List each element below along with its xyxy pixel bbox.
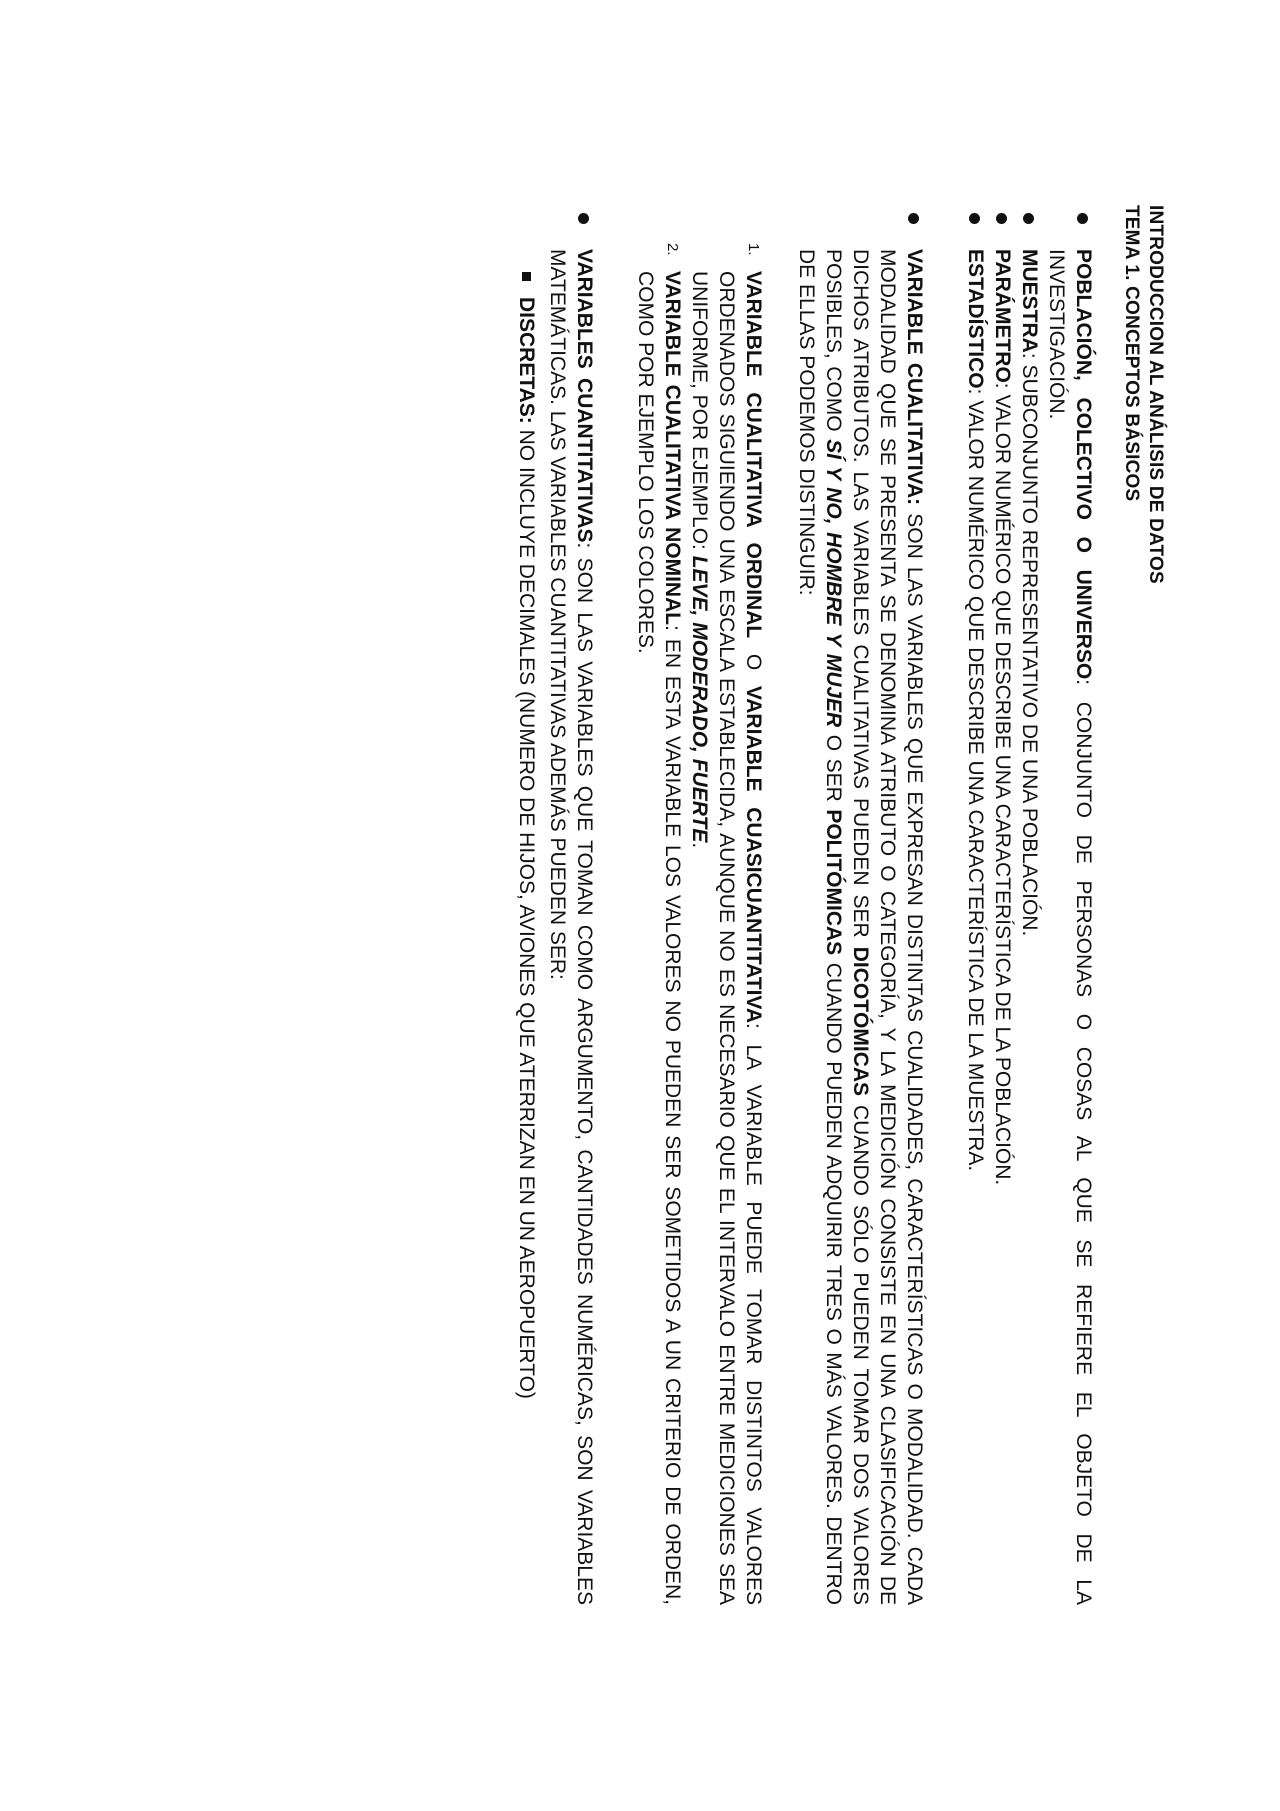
definition-term: PARÁMETRO bbox=[991, 249, 1014, 383]
definition-item bbox=[989, 205, 1016, 1605]
dicotomicas-term: DICOTÓMICAS bbox=[849, 946, 872, 1097]
ordinal-example: LEVE, MODERADO, FUERTE bbox=[688, 555, 711, 843]
dicotomicas-example: SÍ Y NO, HOMBRE Y MUJER bbox=[822, 439, 845, 728]
cuasicuantitativa-term: VARIABLE CUASICUANTITATIVA bbox=[742, 685, 765, 1024]
discretas-item bbox=[513, 205, 540, 1605]
list-item-ordinal bbox=[686, 243, 767, 1605]
cualitativa-text-1: SON LAS VARIABLES QUE EXPRESAN DISTINTAS CUALIDADES, CARACTERÍSTICAS O MODALIDAD. CADA MODALIDAD QUE SE PRESENTA SE DENOMINA ATRIBUTO O CATEGORÍA, Y LA MEDICIÓN CONSISTE EN UNA CLASIFICACIÓN DE DICHOS ATRIBUTOS. LAS VARIABLES CUALITATIVAS PUEDEN SER bbox=[849, 249, 926, 1605]
bullet-icon bbox=[969, 213, 980, 224]
nominal-text: : EN ESTA VARIABLE LOS VALORES NO PUEDEN SER SOMETIDOS A UN CRITERIO DE ORDEN, COMO POR EJEMPLO LOS COLORES. bbox=[634, 271, 684, 1605]
definition-item bbox=[1016, 205, 1043, 1605]
cualitativa-text-4: CUANDO PUEDEN ADQUIRIR TRES O MÁS VALORES. DENTRO DE ELLAS PODEMOS DISTINGUIR: bbox=[795, 249, 845, 1606]
ordinal-text: : LA VARIABLE PUEDE TOMAR DISTINTOS VALORES ORDENADOS SIGUIENDO UNA ESCALA ESTABLECIDA, AUNQUE NO ES NECESARIO QUE EL INTERVALO ENTRE MEDICIONES SEA UNIFORME, POR EJEMPLO: bbox=[688, 271, 765, 1605]
definition-term: MUESTRA bbox=[1018, 249, 1041, 353]
bullet-icon bbox=[996, 213, 1007, 224]
definition-item bbox=[1043, 205, 1097, 1605]
period-text: . bbox=[688, 842, 711, 849]
definition-term: ESTADÍSTICO bbox=[964, 249, 987, 389]
cualitativa-text-3: O SER bbox=[822, 727, 845, 810]
document-title: INTRODUCCION AL ANÁLISIS DE DATOS bbox=[1145, 205, 1166, 584]
discretas-term: DISCRETAS: bbox=[515, 297, 538, 424]
discretas-text: NO INCLUYE DECIMALES (NUMERO DE HIJOS, AVIONES QUE ATERRIZAN EN UN AEROPUERTO) bbox=[515, 423, 538, 1399]
topic-title: TEMA 1. CONCEPTOS BÁSICOS bbox=[1121, 205, 1142, 502]
nominal-term: VARIABLE CUALITATIVA NOMINAL bbox=[661, 271, 684, 626]
list-number: 2. bbox=[664, 243, 681, 256]
bullet-icon bbox=[1023, 213, 1034, 224]
definition-text: : CONJUNTO DE PERSONAS O COSAS AL QUE SE REFIERE EL OBJETO DE LA INVESTIGACIÓN. bbox=[1045, 249, 1095, 1605]
bullet-icon bbox=[1077, 213, 1088, 224]
definition-text: : VALOR NUMÉRICO QUE DESCRIBE UNA CARACTERÍSTICA DE LA POBLACIÓN. bbox=[991, 382, 1014, 1186]
definition-text: : SUBCONJUNTO REPRESENTATIVO DE UNA POBLACIÓN. bbox=[1018, 352, 1041, 937]
list-number: 1. bbox=[745, 243, 762, 256]
cualitativa-text-2: CUANDO SÓLO PUEDEN TOMAR DOS VALORES POSIBLES, COMO bbox=[822, 249, 872, 1606]
ordinal-term: VARIABLE CUALITATIVA ORDINAL bbox=[742, 271, 765, 639]
definition-item bbox=[962, 205, 989, 1605]
cualitativa-term: VARIABLE CUALITATIVA: bbox=[903, 249, 926, 506]
variable-cualitativa-section bbox=[793, 205, 928, 1605]
cuantitativa-term: VARIABLES CUANTITATIVAS bbox=[573, 249, 596, 543]
bullet-icon bbox=[908, 213, 919, 224]
square-bullet-icon bbox=[522, 272, 531, 281]
definition-text: : VALOR NUMÉRICO QUE DESCRIBE UNA CARACTERÍSTICA DE LA MUESTRA. bbox=[964, 388, 987, 1172]
variable-cuantitativa-section bbox=[544, 205, 598, 1605]
list-item-nominal bbox=[632, 243, 686, 1605]
definition-term: POBLACIÓN, COLECTIVO O UNIVERSO bbox=[1072, 249, 1095, 680]
cualitativa-types-list bbox=[632, 205, 767, 1605]
cuantitativa-text: : SON LAS VARIABLES QUE TOMAN COMO ARGUMENTO, CANTIDADES NUMÉRICAS, SON VARIABLES MATEMÁTICAS. LAS VARIABLES CUANTITATIVAS ADEMÁS PUEDEN SER: bbox=[546, 249, 596, 1605]
definitions-list bbox=[962, 205, 1097, 1605]
bullet-icon bbox=[578, 213, 589, 224]
politomicas-term: POLITÓMICAS bbox=[822, 809, 845, 956]
document-content bbox=[513, 205, 1167, 1605]
connector-text: O bbox=[742, 638, 765, 686]
